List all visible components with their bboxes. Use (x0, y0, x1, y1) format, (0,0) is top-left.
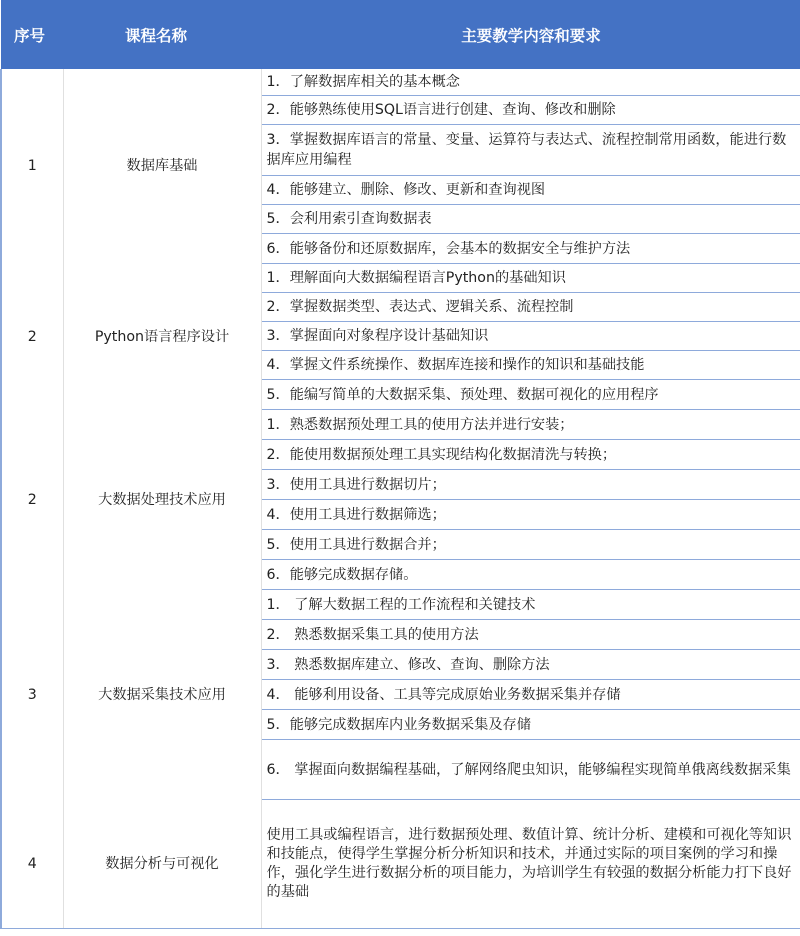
course-name: 大数据处理技术应用 (63, 410, 261, 590)
table-row (1, 69, 800, 96)
course-name: Python语言程序设计 (63, 264, 261, 410)
table-row (1, 800, 800, 929)
content-item: 2．能使用数据预处理工具实现结构化数据清洗与转换； (261, 440, 800, 470)
content-item: 5．能编写简单的大数据采集、预处理、数据可视化的应用程序 (261, 380, 800, 410)
table-row (1, 590, 800, 620)
content-item: 6． 掌握面向数据编程基础，了解网络爬虫知识，能够编程实现简单俄离线数据采集 (261, 740, 800, 800)
course-name: 大数据采集技术应用 (63, 590, 261, 800)
content-item: 1．理解面向大数据编程语言Python的基础知识 (261, 264, 800, 293)
course-name: 数据分析与可视化 (63, 800, 261, 929)
content-item: 2．能够熟练使用SQL语言进行创建、查询、修改和删除 (261, 96, 800, 125)
content-item: 2．掌握数据类型、表达式、逻辑关系、流程控制 (261, 293, 800, 322)
header-course-name: 课程名称 (63, 1, 261, 70)
header-row (1, 1, 800, 70)
header-content: 主要教学内容和要求 (261, 1, 800, 70)
content-item: 1．了解数据库相关的基本概念 (261, 69, 800, 96)
content-item: 5．会利用索引查询数据表 (261, 205, 800, 234)
table-row (1, 410, 800, 440)
content-item: 4．掌握文件系统操作、数据库连接和操作的知识和基础技能 (261, 351, 800, 380)
content-item: 3．使用工具进行数据切片； (261, 470, 800, 500)
content-item: 使用工具或编程语言，进行数据预处理、数值计算、统计分析、建模和可视化等知识和技能点，使得学生掌握分析分析知识和技术，并通过实际的项目案例的学习和操作，强化学生进行数据分析的项目能力，为培训学生有较强的数据分析能力打下良好的基础 (261, 800, 800, 929)
content-item: 6．能够备份和还原数据库，会基本的数据安全与维护方法 (261, 234, 800, 264)
content-item: 3．掌握面向对象程序设计基础知识 (261, 322, 800, 351)
table-row (1, 264, 800, 293)
content-item: 1．熟悉数据预处理工具的使用方法并进行安装； (261, 410, 800, 440)
content-item: 4．使用工具进行数据筛选； (261, 500, 800, 530)
content-item: 3．掌握数据库语言的常量、变量、运算符与表达式、流程控制常用函数，能进行数据库应用编程 (261, 125, 800, 176)
content-item: 4．能够建立、删除、修改、更新和查询视图 (261, 176, 800, 205)
content-item: 4． 能够利用设备、工具等完成原始业务数据采集并存储 (261, 680, 800, 710)
course-index: 2 (1, 410, 63, 590)
content-item: 5．使用工具进行数据合并； (261, 530, 800, 560)
content-item: 3． 熟悉数据库建立、修改、查询、删除方法 (261, 650, 800, 680)
header-index: 序号 (1, 1, 63, 70)
content-item: 1． 了解大数据工程的工作流程和关键技术 (261, 590, 800, 620)
content-item: 6．能够完成数据存储。 (261, 560, 800, 590)
course-name: 数据库基础 (63, 69, 261, 264)
course-index: 2 (1, 264, 63, 410)
content-item: 5．能够完成数据库内业务数据采集及存储 (261, 710, 800, 740)
content-item: 2． 熟悉数据采集工具的使用方法 (261, 620, 800, 650)
course-index: 4 (1, 800, 63, 929)
course-index: 3 (1, 590, 63, 800)
course-index: 1 (1, 69, 63, 264)
